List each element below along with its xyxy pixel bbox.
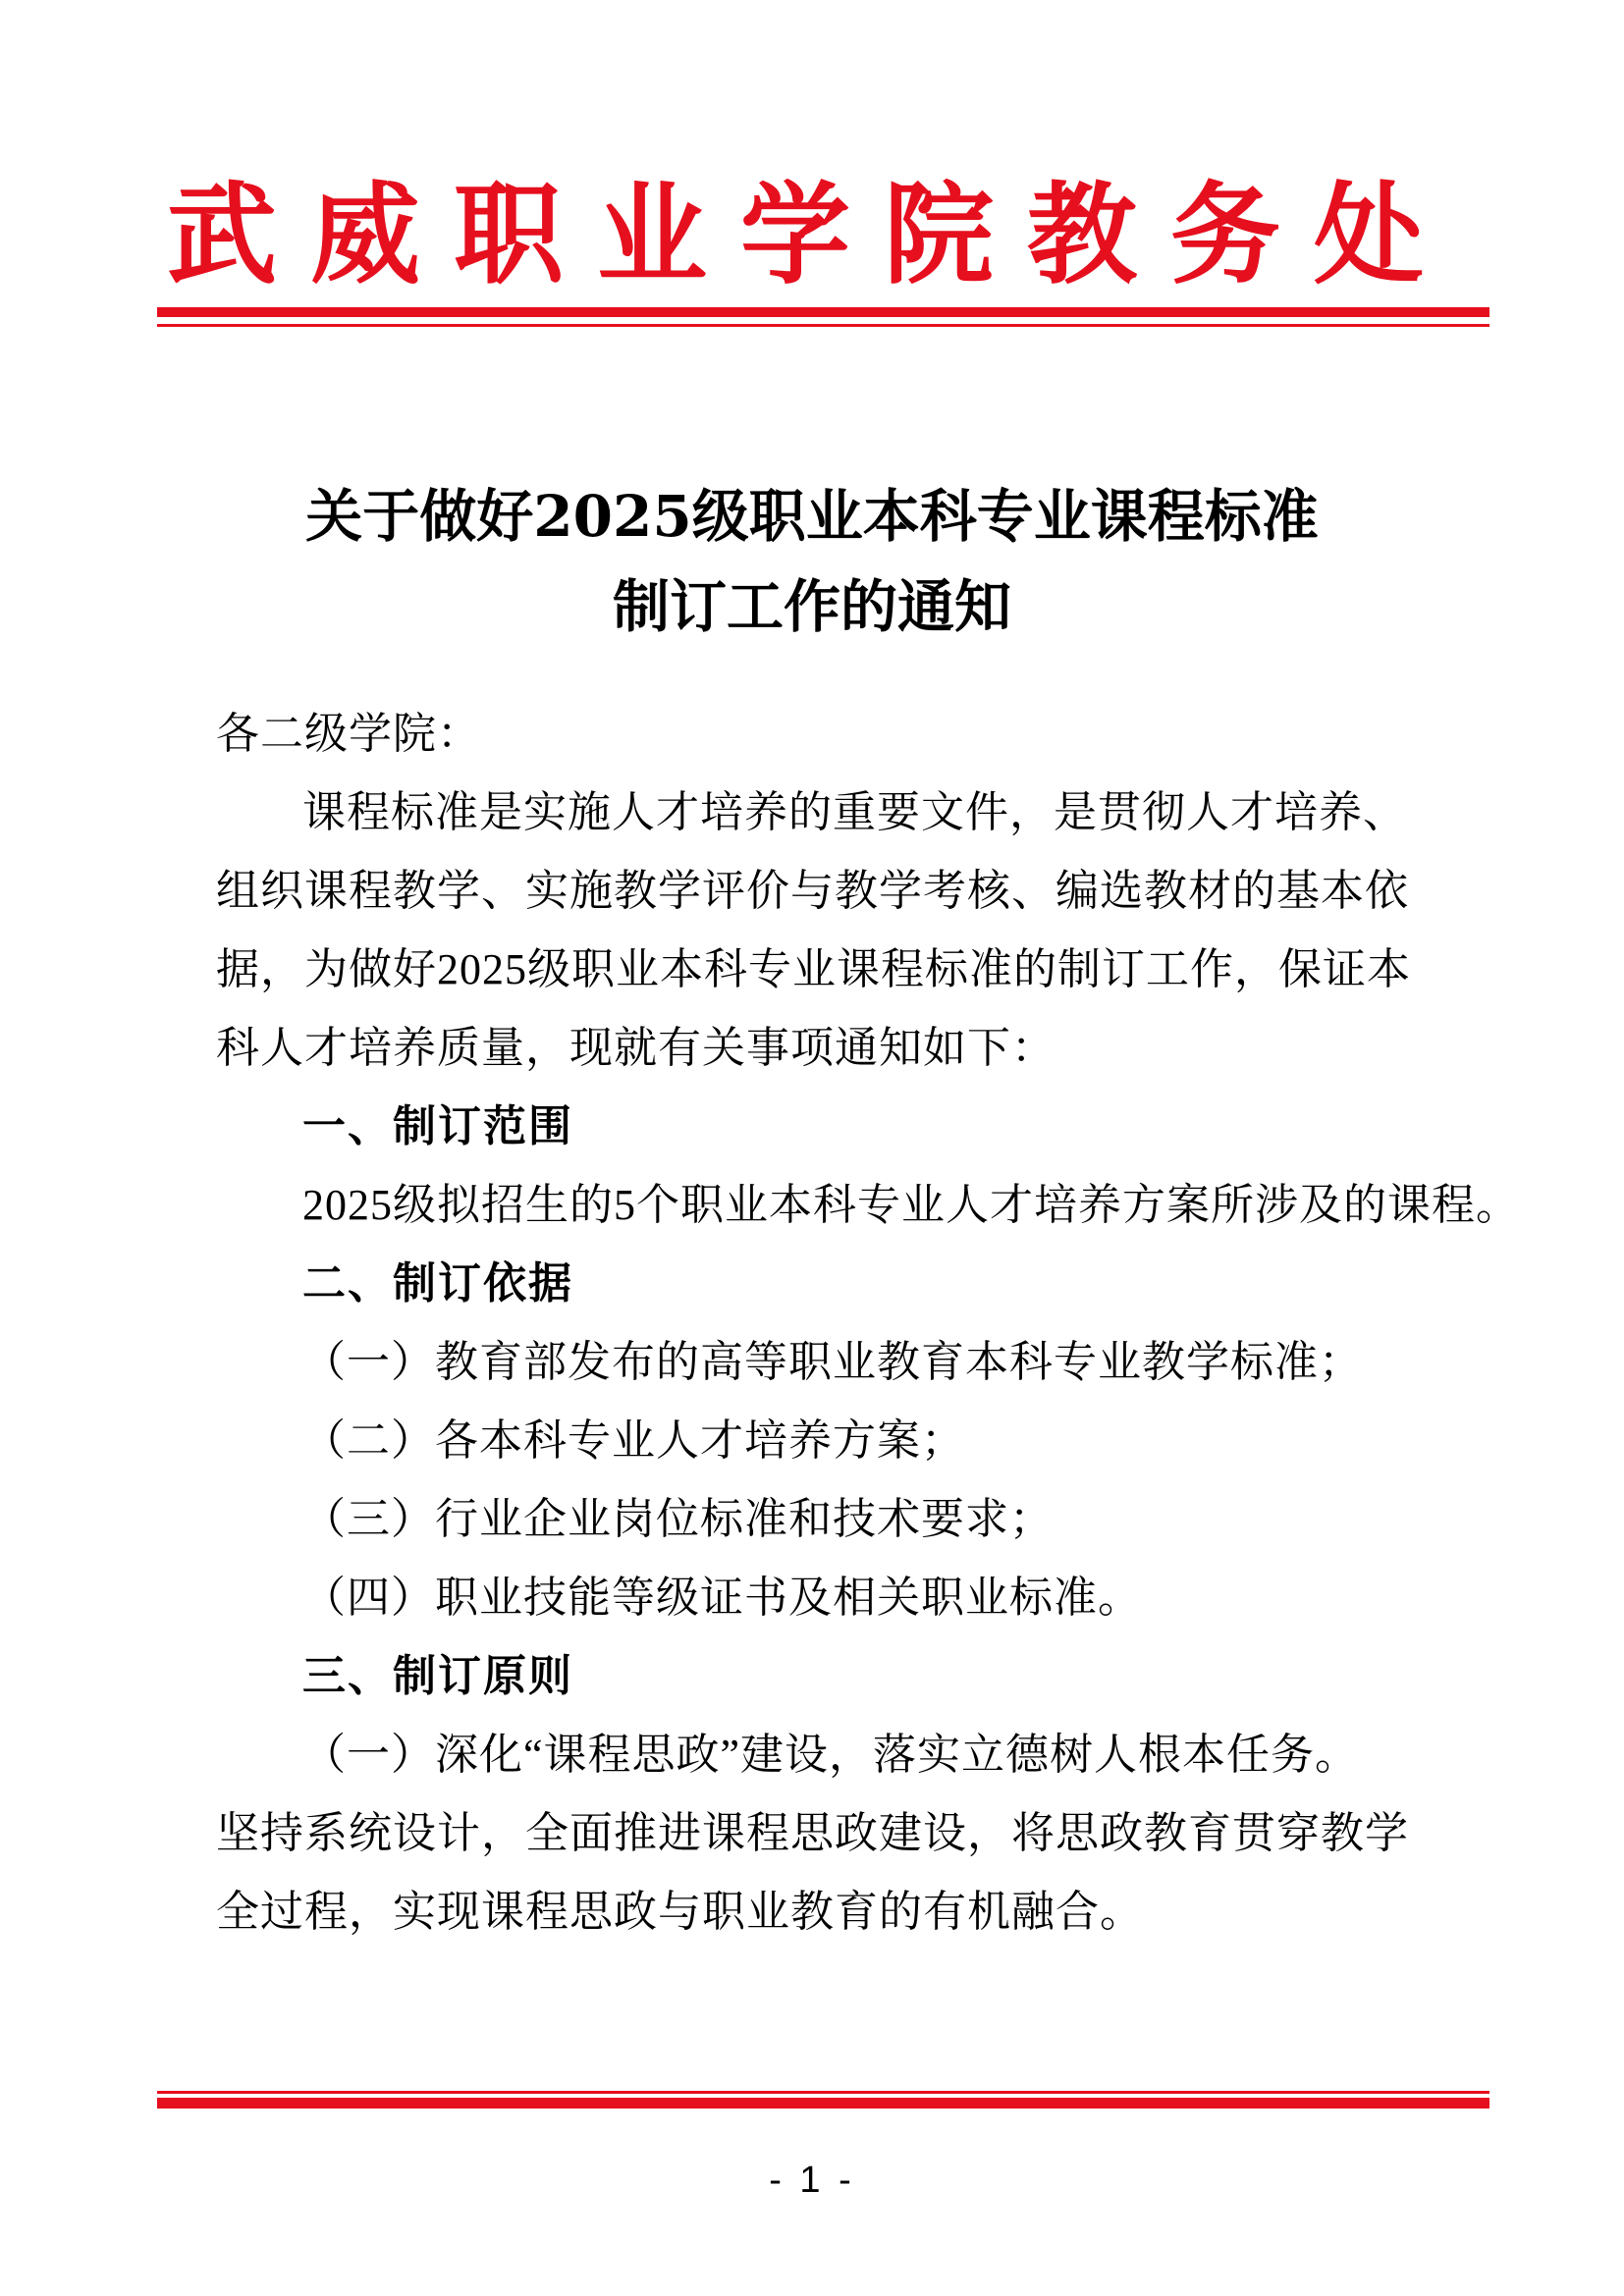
body-line-salutation: 各二级学院： xyxy=(216,710,481,758)
body-text xyxy=(216,695,1520,1951)
body-line: （一）教育部发布的高等职业教育本科专业教学标准； xyxy=(302,1338,1363,1386)
body-line: 据，为做好2025级职业本科专业课程标准的制订工作，保证本 xyxy=(216,945,1411,993)
doc-title-line2: 制订工作的通知 xyxy=(612,573,1011,640)
body-line: （四）职业技能等级证书及相关职业标准。 xyxy=(302,1574,1142,1622)
body-line: （一）深化“课程思政”建设，落实立德树人根本任务。 xyxy=(302,1731,1360,1779)
section-heading-3: 三、制订原则 xyxy=(302,1651,573,1701)
header-rule-thin xyxy=(157,324,1489,327)
body-line: （二）各本科专业人才培养方案； xyxy=(302,1416,965,1465)
body-line: 坚持系统设计，全面推进课程思政建设，将思政教育贯穿教学 xyxy=(216,1809,1409,1857)
section-heading-2: 二、制订依据 xyxy=(302,1258,573,1308)
section-heading-1: 一、制订范围 xyxy=(302,1101,573,1151)
footer-rule-thin xyxy=(157,2091,1489,2094)
body-line: 组织课程教学、实施教学评价与教学考核、编选教材的基本依 xyxy=(216,867,1409,915)
body-line: 2025级拟招生的5个职业本科专业人才培养方案所涉及的课程。 xyxy=(302,1181,1520,1229)
body-line: 课程标准是实施人才培养的重要文件，是贯彻人才培养、 xyxy=(302,788,1407,836)
page-number: - 1 - xyxy=(769,2160,855,2201)
body-line: 科人才培养质量，现就有关事项通知如下： xyxy=(216,1024,1056,1072)
doc-title-line1: 关于做好2025级职业本科专业课程标准 xyxy=(305,483,1319,550)
body-line: （三）行业企业岗位标准和技术要求； xyxy=(302,1495,1054,1543)
letterhead-org-name: 武威职业学院教务处 xyxy=(167,171,1457,299)
header-rule-thick xyxy=(157,307,1489,317)
body-line: 全过程，实现课程思政与职业教育的有机融合。 xyxy=(216,1888,1144,1936)
footer-rule-thick xyxy=(157,2098,1489,2109)
